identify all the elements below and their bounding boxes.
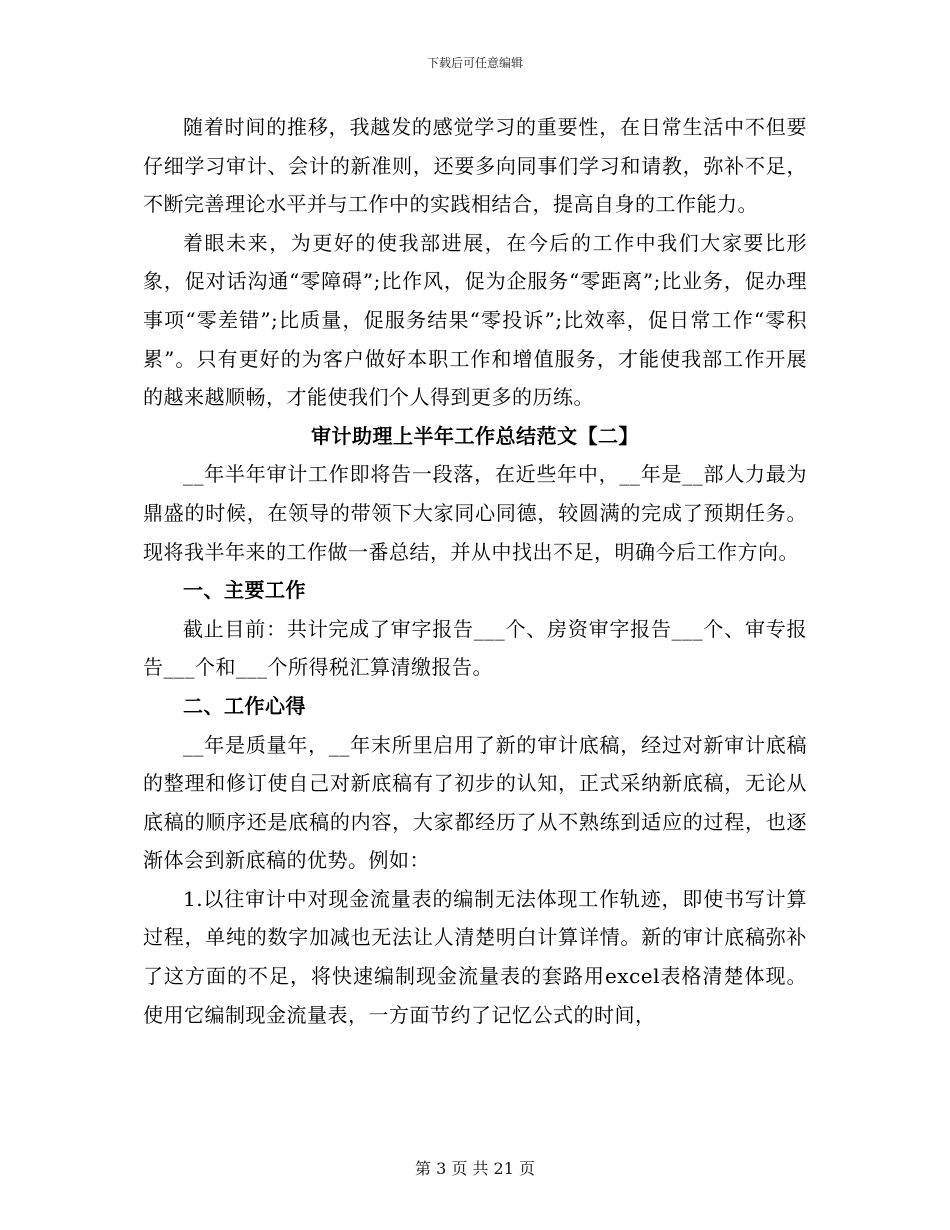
paragraph-intro: __年半年审计工作即将告一段落，在近些年中，__年是__部人力最为鼎盛的时候，在领导的带领下大家同心同德，较圆满的完成了预期任务。现将我半年来的工作做一番总结，并从中找出不足，明确今后工作方向。 [143, 462, 807, 564]
page-indicator: 第 3 页 共 21 页 [415, 1159, 535, 1178]
heading-main-work: 一、主要工作 [183, 578, 306, 603]
paragraph-new-drafts: __年是质量年，__年末所里启用了新的审计底稿，经过对新审计底稿的整理和修订使自己对新底稿有了初步的认知，正式采纳新底稿，无论从底稿的顺序还是底稿的内容，大家都经历了从不熟练到适应的过程，也逐渐体会到新底稿的优势。例如： [143, 732, 807, 873]
paragraph-study: 随着时间的推移，我越发的感觉学习的重要性，在日常生活中不但要仔细学习审计、会计的新准则，还要多向同事们学习和请教，弥补不足，不断完善理论水平并与工作中的实践相结合，提高自身的工作能力。 [143, 115, 807, 217]
section-title: 审计助理上半年工作总结范文【二】 [311, 423, 639, 448]
paragraph-example-1: 1.以往审计中对现金流量表的编制无法体现工作轨迹，即使书写计算过程，单纯的数字加减也无法让人清楚明白计算详情。新的审计底稿弥补了这方面的不足，将快速编制现金流量表的套路用excel表格清楚体现。使用它编制现金流量表，一方面节约了记忆公式的时间， [143, 886, 807, 1027]
heading-experience: 二、工作心得 [183, 693, 306, 718]
document-body [143, 108, 807, 1034]
paragraph-reports: 截止目前：共计完成了审字报告___个、房资审字报告___个、审专报告___个和___个所得税汇算清缴报告。 [143, 616, 807, 680]
header-note: 下载后可任意编辑 [426, 56, 523, 70]
paragraph-future: 着眼未来，为更好的使我部进展，在今后的工作中我们大家要比形象，促对话沟通“零障碍”;比作风，促为企服务“零距离”;比业务，促办理事项“零差错”;比质量，促服务结果“零投诉”;比效率，促日常工作“零积累”。只有更好的为客户做好本职工作和增值服务，才能使我部工作开展的越来越顺畅，才能使我们个人得到更多的历练。 [143, 230, 807, 410]
